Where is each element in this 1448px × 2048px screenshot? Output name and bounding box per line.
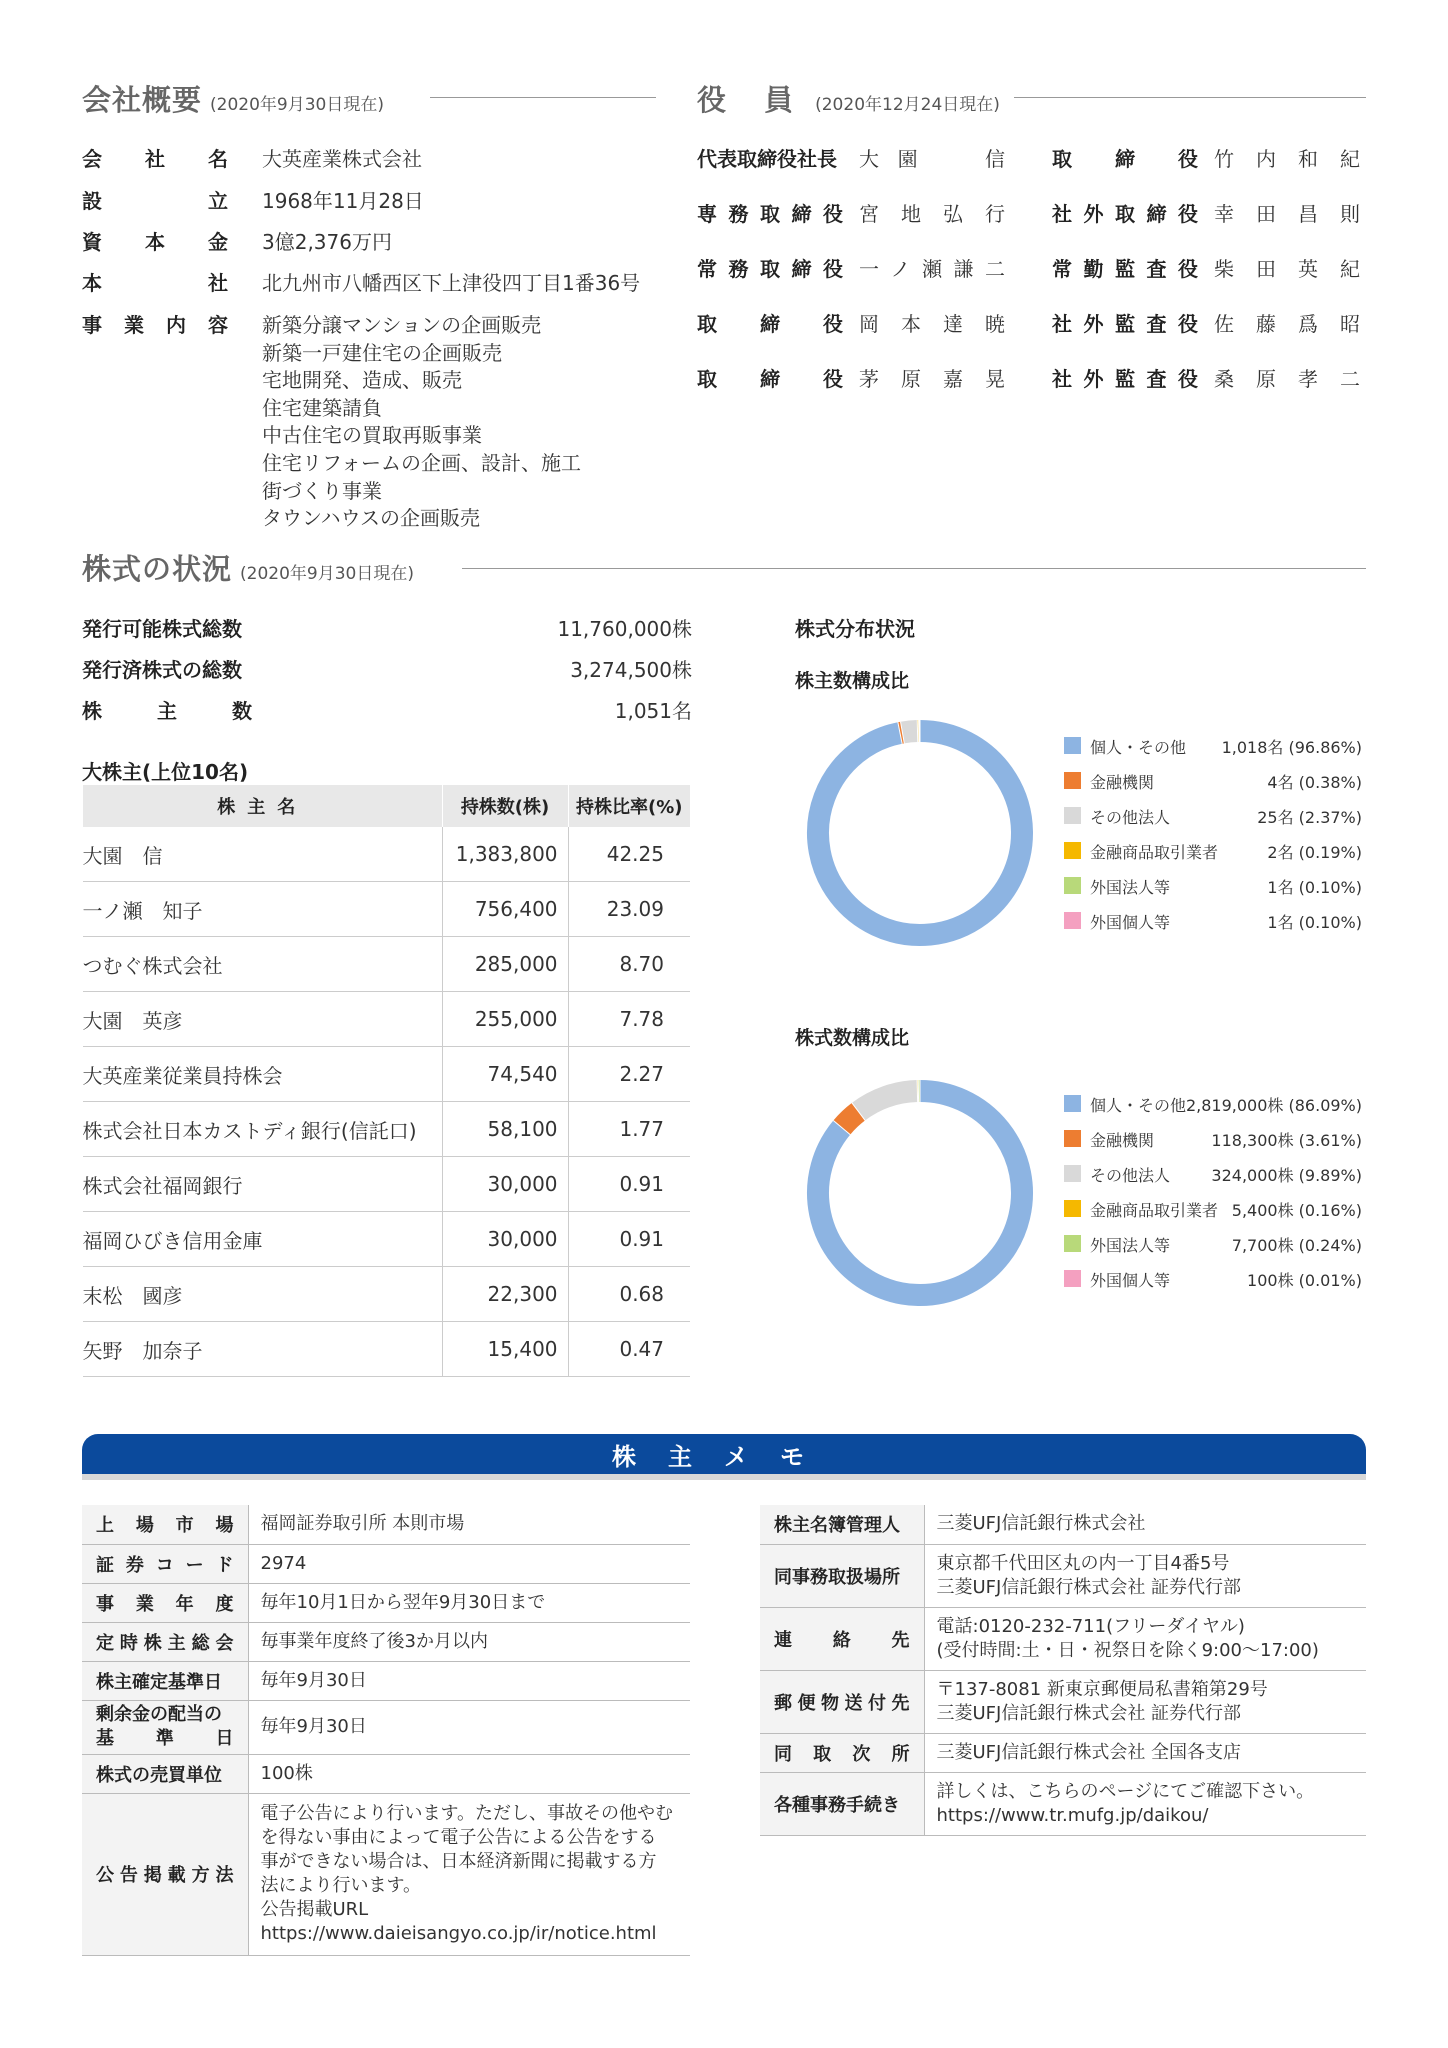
memo-banner <box>82 1434 1366 1474</box>
divider <box>1014 97 1366 98</box>
company-label: 設 立 <box>82 189 228 213</box>
officer-row <box>1052 198 1360 227</box>
table-row <box>83 1047 691 1102</box>
officer-row <box>697 253 1005 282</box>
memo-value-line: 三菱UFJ信託銀行株式会社 証券代行部 <box>936 1576 1242 1598</box>
legend-item <box>1064 768 1362 803</box>
memo-value-line: https://www.tr.mufg.jp/daikou/ <box>936 1804 1209 1826</box>
memo-value-line: 詳しくは、こちらのページにてご確認下さい。 <box>936 1780 1315 1802</box>
memo-label-text: 郵 便 物 送 付 先 <box>774 1692 910 1714</box>
memo-value-line: 公告掲載URL <box>260 1899 369 1920</box>
officer-title: 専 務 取 締 役 <box>697 202 843 226</box>
shareholder-name: 株式会社日本カストディ銀行(信託口) <box>83 1102 443 1157</box>
legend-swatch <box>1064 1200 1081 1217</box>
officer-row <box>1052 253 1360 282</box>
business-item: 住宅リフォームの企画、設計、施工 <box>262 451 581 475</box>
memo-label-text: 株主確定基準日 <box>96 1671 222 1693</box>
memo-label <box>82 1700 248 1754</box>
slice-separator <box>917 1080 918 1102</box>
stock-title: 株式の状況 <box>82 552 233 586</box>
table-row <box>83 882 691 937</box>
legend-swatch <box>1064 1235 1081 1252</box>
memo-value-line: 東京都千代田区丸の内一丁目4番5号 <box>936 1552 1230 1574</box>
officer-title: 社 外 監 査 役 <box>1052 367 1198 391</box>
slice-separator <box>917 720 918 742</box>
memo-label <box>82 1505 248 1544</box>
legend-swatch <box>1064 772 1081 789</box>
officer-title: 常 務 取 締 役 <box>697 257 843 281</box>
legend-value: 1,018名 (96.86%) <box>1221 738 1362 757</box>
officer-title: 常 勤 監 査 役 <box>1052 257 1198 281</box>
business-item: 新築一戸建住宅の企画販売 <box>262 340 502 365</box>
donut-chart-holders <box>795 708 1045 958</box>
officer-row <box>1052 308 1360 337</box>
legend-swatch <box>1064 1130 1081 1147</box>
shareholder-name: 末松 國彦 <box>83 1267 443 1322</box>
legend-value: 1名 (0.10%) <box>1267 913 1362 932</box>
legend-value: 2名 (0.19%) <box>1267 843 1362 862</box>
chart-title-shares: 株式数構成比 <box>795 1027 910 1049</box>
donut-slice-1 <box>818 731 1022 935</box>
officer-row <box>697 143 1005 172</box>
company-value: 3億2,376万円 <box>262 230 392 254</box>
legend-label: その他法人 <box>1090 1166 1171 1185</box>
shareholder-name: つむぐ株式会社 <box>83 937 443 992</box>
memo-row <box>760 1544 1366 1607</box>
memo-value-line: (受付時間:土・日・祝祭日を除く9:00〜17:00) <box>936 1639 1319 1661</box>
memo-value-line: 電話:0120-232-711(フリーダイヤル) <box>936 1615 1245 1637</box>
donut-slice-3 <box>859 1091 918 1112</box>
business-item: 新築分譲マンションの企画販売 <box>262 313 542 337</box>
shareholder-name: 大英産業従業員持株会 <box>83 1047 443 1102</box>
memo-value-line: 電子公告により行います。ただし、事故その他やむ <box>260 1803 674 1824</box>
donut-chart-shares <box>795 1068 1045 1318</box>
legend-label: 金融商品取引業者 <box>1090 1201 1219 1220</box>
officer-title: 社 外 取 締 役 <box>1052 202 1198 226</box>
memo-label <box>760 1772 924 1835</box>
memo-value <box>924 1772 1366 1835</box>
shareholder-shares: 30,000 <box>442 1212 568 1267</box>
memo-value <box>248 1661 690 1700</box>
memo-row <box>82 1505 690 1544</box>
business-label: 事 業 内 容 <box>82 313 228 337</box>
stock-section-title <box>82 547 414 588</box>
shareholder-ratio: 0.68 <box>568 1267 690 1322</box>
stock-stat-value: 1,051名 <box>614 699 692 723</box>
memo-title: 株主メモ <box>612 1442 836 1471</box>
shareholder-shares: 58,100 <box>442 1102 568 1157</box>
legend-label: 個人・その他 <box>1090 1096 1187 1115</box>
donut-slice-2 <box>842 1112 859 1128</box>
officers-section-title <box>697 78 1000 119</box>
memo-row <box>760 1670 1366 1733</box>
memo-label-text: 各種事務手続き <box>774 1794 900 1816</box>
stock-stat-value: 11,760,000株 <box>557 617 692 641</box>
memo-banner-shadow <box>82 1474 1366 1480</box>
legend-swatch <box>1064 912 1081 929</box>
officer-name: 桑 原 孝 二 <box>1214 367 1360 391</box>
memo-label-text: 株式の売買単位 <box>96 1764 222 1786</box>
stock-stat-row <box>82 613 692 642</box>
legend-value: 324,000株 (9.89%) <box>1211 1166 1362 1185</box>
memo-row <box>82 1793 690 1955</box>
legend-value: 100株 (0.01%) <box>1247 1271 1362 1290</box>
shareholder-name: 矢野 加奈子 <box>83 1322 443 1377</box>
table-row <box>83 827 691 882</box>
business-item: 宅地開発、造成、販売 <box>262 368 462 393</box>
memo-value-line: 三菱UFJ信託銀行株式会社 <box>936 1513 1146 1535</box>
chart-title-holders: 株主数構成比 <box>795 670 910 692</box>
stock-stat-label: 発行可能株式総数 <box>82 617 242 641</box>
memo-value-line: を得ない事由によって電子公告による公告をする <box>260 1827 657 1848</box>
memo-value-line: 三菱UFJ信託銀行株式会社 証券代行部 <box>936 1702 1242 1724</box>
memo-value-line: 事ができない場合は、日本経済新聞に掲載する方 <box>260 1851 657 1872</box>
memo-label-text: 証 券 コ ー ド <box>96 1554 234 1576</box>
legend-label: 個人・その他 <box>1090 738 1187 757</box>
memo-label-text: 同事務取扱場所 <box>774 1566 900 1588</box>
memo-label <box>760 1544 924 1607</box>
shareholder-ratio: 7.78 <box>568 992 690 1047</box>
legend-item <box>1064 1196 1362 1231</box>
memo-label <box>760 1607 924 1670</box>
stock-stat-row <box>82 654 692 683</box>
officer-row <box>697 363 1005 392</box>
legend-value: 2,819,000株 (86.09%) <box>1185 1096 1362 1115</box>
officer-row <box>697 198 1005 227</box>
table-row <box>83 1267 691 1322</box>
shareholder-ratio: 0.91 <box>568 1212 690 1267</box>
legend-item <box>1064 803 1362 838</box>
memo-label <box>82 1544 248 1583</box>
table-row <box>83 937 691 992</box>
donut-slice-3 <box>902 731 917 732</box>
officer-row <box>1052 363 1360 392</box>
legend-label: 外国個人等 <box>1090 913 1171 932</box>
distribution-title: 株式分布状況 <box>795 617 915 641</box>
shareholder-ratio: 0.91 <box>568 1157 690 1212</box>
legend-value: 4名 (0.38%) <box>1267 773 1362 792</box>
memo-value-line: 毎事業年度終了後3か月以内 <box>260 1630 488 1652</box>
table-row <box>83 1102 691 1157</box>
stock-stat-value: 3,274,500株 <box>570 658 692 682</box>
memo-value <box>248 1622 690 1661</box>
shareholder-ratio: 0.47 <box>568 1322 690 1377</box>
column-header-ratio: 持株比率(%) <box>568 785 690 827</box>
shareholder-shares: 1,383,800 <box>442 827 568 882</box>
officer-name: 竹 内 和 紀 <box>1214 147 1360 171</box>
shareholder-ratio: 8.70 <box>568 937 690 992</box>
memo-value-line: 毎年10月1日から翌年9月30日まで <box>260 1591 546 1613</box>
officer-row <box>697 308 1005 337</box>
table-row <box>83 1212 691 1267</box>
memo-value-line: 〒137-8081 新東京郵便局私書箱第29号 <box>936 1678 1268 1700</box>
memo-label-text: 株主名簿管理人 <box>774 1515 900 1537</box>
shareholder-ratio: 23.09 <box>568 882 690 937</box>
legend-swatch <box>1064 877 1081 894</box>
memo-value-line: 100株 <box>260 1762 313 1784</box>
legend-label: 外国法人等 <box>1090 878 1171 897</box>
officer-name: 宮 地 弘 行 <box>859 202 1005 226</box>
company-value: 1968年11月28日 <box>262 189 424 213</box>
shareholder-shares: 30,000 <box>442 1157 568 1212</box>
shareholder-ratio: 1.77 <box>568 1102 690 1157</box>
memo-table-right <box>760 1505 1366 1836</box>
memo-value-line: 毎年9月30日 <box>260 1716 367 1737</box>
officer-name: 幸 田 昌 則 <box>1214 202 1360 226</box>
officer-title: 社 外 監 査 役 <box>1052 312 1198 336</box>
business-item: 中古住宅の買取再販事業 <box>262 423 482 448</box>
memo-label <box>82 1754 248 1793</box>
company-section-title <box>82 78 384 119</box>
legend-label: 外国個人等 <box>1090 1271 1171 1290</box>
legend-value: 7,700株 (0.24%) <box>1231 1236 1362 1255</box>
memo-value <box>924 1670 1366 1733</box>
company-title: 会社概要 <box>82 83 203 117</box>
shareholder-name: 株式会社福岡銀行 <box>83 1157 443 1212</box>
memo-label <box>82 1622 248 1661</box>
memo-label <box>760 1670 924 1733</box>
legend-item <box>1064 1231 1362 1266</box>
divider <box>430 97 656 98</box>
officer-name: 佐 藤 爲 昭 <box>1214 312 1360 336</box>
company-value: 大英産業株式会社 <box>262 147 422 171</box>
legend-item <box>1064 1126 1362 1161</box>
memo-value <box>248 1544 690 1583</box>
shareholder-shares: 22,300 <box>442 1267 568 1322</box>
major-shareholders-table <box>82 785 690 1377</box>
legend-label: その他法人 <box>1090 808 1171 827</box>
business-item: タウンハウスの企画販売 <box>262 506 480 531</box>
shareholder-ratio: 42.25 <box>568 827 690 882</box>
memo-value-line: 三菱UFJ信託銀行株式会社 全国各支店 <box>936 1741 1242 1763</box>
shareholder-name: 一ノ瀬 知子 <box>83 882 443 937</box>
memo-row <box>760 1733 1366 1772</box>
memo-label-text: 公 告 掲 載 方 法 <box>96 1865 234 1886</box>
memo-label-text: 連 絡 先 <box>774 1629 910 1651</box>
legend-holders <box>1064 733 1362 943</box>
officer-title: 取 締 役 <box>1052 147 1198 171</box>
shareholder-shares: 285,000 <box>442 937 568 992</box>
legend-swatch <box>1064 842 1081 859</box>
shareholder-name: 大園 英彦 <box>83 992 443 1047</box>
memo-label-text: 事 業 年 度 <box>96 1593 234 1615</box>
stock-stat-label: 発行済株式の総数 <box>82 658 242 682</box>
officers-title: 役 員 <box>697 83 808 117</box>
column-header-shares: 持株数(株) <box>442 785 568 827</box>
company-label: 資 本 金 <box>82 230 228 254</box>
legend-label: 金融機関 <box>1090 1131 1155 1150</box>
legend-label: 外国法人等 <box>1090 1236 1171 1255</box>
legend-item <box>1064 733 1362 768</box>
memo-value-line: 毎年9月30日 <box>260 1669 367 1691</box>
officer-title: 取 締 役 <box>697 367 843 391</box>
officer-name: 一 ノ 瀬 謙 二 <box>859 257 1005 281</box>
legend-item <box>1064 1091 1362 1126</box>
memo-value <box>924 1544 1366 1607</box>
memo-row <box>760 1505 1366 1544</box>
officer-name: 大 園 信 <box>859 147 1005 171</box>
memo-row <box>760 1772 1366 1835</box>
memo-label-text: 同 取 次 所 <box>774 1743 910 1765</box>
memo-row <box>82 1622 690 1661</box>
table-header-row <box>83 785 691 827</box>
memo-value-line: 法により行います。 <box>260 1875 422 1896</box>
memo-value <box>924 1733 1366 1772</box>
legend-shares <box>1064 1091 1362 1301</box>
legend-label: 金融商品取引業者 <box>1090 843 1219 862</box>
legend-item <box>1064 838 1362 873</box>
legend-swatch <box>1064 1095 1081 1112</box>
memo-value <box>924 1607 1366 1670</box>
shareholder-shares: 15,400 <box>442 1322 568 1377</box>
legend-item <box>1064 908 1362 943</box>
stock-stat-label: 株 主 数 <box>82 699 252 723</box>
memo-value-line: 福岡証券取引所 本則市場 <box>260 1513 465 1535</box>
legend-item <box>1064 1161 1362 1196</box>
memo-label <box>82 1661 248 1700</box>
memo-row <box>82 1700 690 1754</box>
officer-name: 柴 田 英 紀 <box>1214 257 1360 281</box>
memo-value <box>248 1754 690 1793</box>
legend-value: 1名 (0.10%) <box>1267 878 1362 897</box>
memo-value <box>248 1700 690 1754</box>
memo-label <box>760 1505 924 1544</box>
legend-swatch <box>1064 1165 1081 1182</box>
company-value: 北九州市八幡西区下上津役四丁目1番36号 <box>262 271 641 295</box>
legend-item <box>1064 873 1362 908</box>
officer-row <box>1052 143 1360 172</box>
memo-row <box>760 1607 1366 1670</box>
legend-swatch <box>1064 807 1081 824</box>
table-row <box>83 1157 691 1212</box>
legend-value: 5,400株 (0.16%) <box>1231 1201 1362 1220</box>
stock-stat-row <box>82 695 692 724</box>
shareholder-ratio: 2.27 <box>568 1047 690 1102</box>
company-label: 会 社 名 <box>82 147 228 171</box>
legend-value: 118,300株 (3.61%) <box>1211 1131 1362 1150</box>
legend-swatch <box>1064 737 1081 754</box>
memo-value <box>924 1505 1366 1544</box>
shareholder-shares: 756,400 <box>442 882 568 937</box>
memo-row <box>82 1544 690 1583</box>
memo-row <box>82 1583 690 1622</box>
officer-name: 岡 本 達 暁 <box>859 312 1005 336</box>
shareholder-shares: 255,000 <box>442 992 568 1047</box>
memo-value <box>248 1505 690 1544</box>
stock-date: (2020年9月30日現在) <box>240 564 414 584</box>
memo-row <box>82 1754 690 1793</box>
officer-title: 代表取締役社長 <box>697 147 837 171</box>
shareholder-name: 福岡ひびき信用金庫 <box>83 1212 443 1267</box>
memo-value-line: https://www.daieisangyo.co.jp/ir/notice.html <box>260 1923 657 1944</box>
memo-value <box>248 1793 690 1955</box>
shareholder-shares: 74,540 <box>442 1047 568 1102</box>
memo-value <box>248 1583 690 1622</box>
officer-title: 取 締 役 <box>697 312 843 336</box>
legend-item <box>1064 1266 1362 1301</box>
memo-label-text: 上 場 市 場 <box>96 1515 234 1537</box>
divider <box>462 568 1366 569</box>
business-item: 住宅建築請負 <box>262 395 382 420</box>
officer-name: 茅 原 嘉 晃 <box>859 367 1005 391</box>
memo-label-text: 定 時 株 主 総 会 <box>96 1632 234 1654</box>
memo-label-text: 剰余金の配当の 基 準 日 <box>96 1704 234 1749</box>
shareholder-name: 大園 信 <box>83 827 443 882</box>
memo-label <box>82 1583 248 1622</box>
officers-date: (2020年12月24日現在) <box>815 95 1000 115</box>
business-item: 街づくり事業 <box>262 478 382 503</box>
legend-value: 25名 (2.37%) <box>1257 808 1362 827</box>
column-header-name: 株主名 <box>83 785 443 827</box>
table-row <box>83 992 691 1047</box>
company-date: (2020年9月30日現在) <box>210 95 384 115</box>
major-shareholders-title: 大株主(上位10名) <box>82 760 249 784</box>
memo-table-left <box>82 1505 690 1956</box>
memo-row <box>82 1661 690 1700</box>
memo-value-line: 2974 <box>260 1552 307 1574</box>
table-row <box>83 1322 691 1377</box>
legend-label: 金融機関 <box>1090 773 1155 792</box>
memo-label <box>760 1733 924 1772</box>
legend-swatch <box>1064 1270 1081 1287</box>
memo-label <box>82 1793 248 1955</box>
company-label: 本 社 <box>82 271 228 295</box>
